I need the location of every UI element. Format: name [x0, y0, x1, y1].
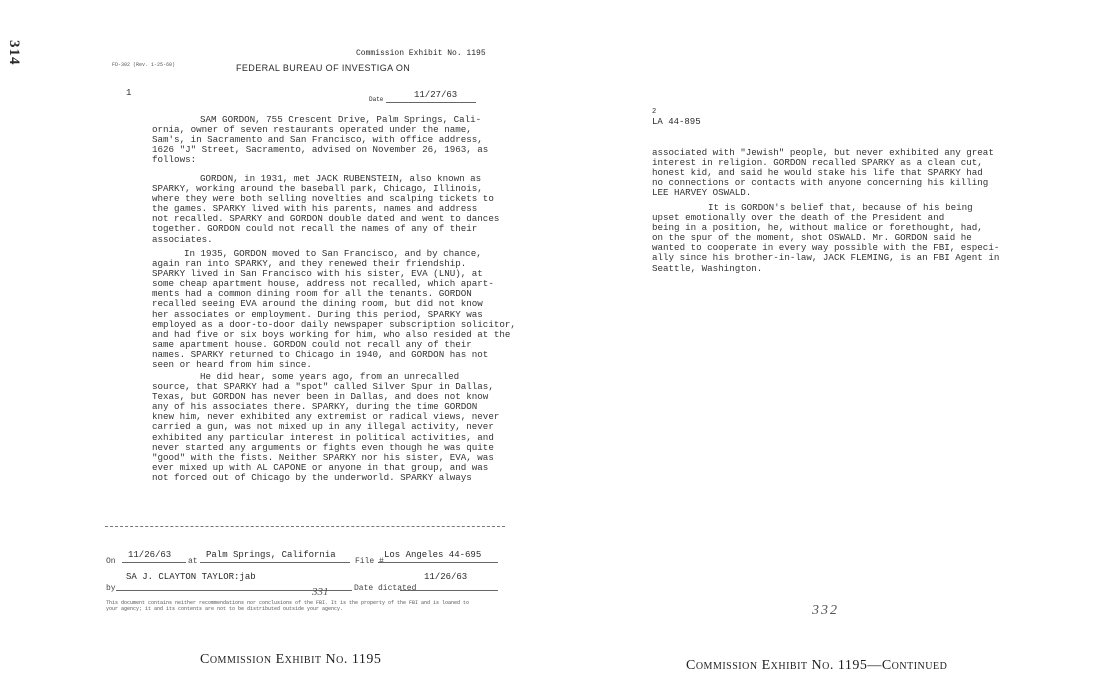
text-line: exhibited any particular interest in political activities, and	[152, 431, 494, 443]
text-line: upset emotionally over the death of the President and	[652, 212, 945, 224]
text-line: carried a gun, was not mixed up in any illegal activity, never	[152, 421, 494, 433]
left-caption: Commission Exhibit No. 1195	[200, 652, 382, 667]
text-line: same apartment house. GORDON could not recall any of their	[152, 338, 472, 350]
text-line: interest in religion. GORDON recalled SPARKY as a clean cut,	[652, 157, 983, 169]
page-marker: 1	[126, 88, 132, 98]
text-line: employed as a door-to-door daily newspaper subscription solicitor,	[152, 318, 516, 330]
dictated-date: 11/26/63	[424, 572, 468, 582]
text-line: Texas, but GORDON has never been in Dallas, and does not know	[152, 391, 489, 403]
agent-name: SA J. CLAYTON TAYLOR:jab	[126, 572, 256, 582]
text-line: 1626 "J" Street, Sacramento, advised on November 26, 1963, as	[152, 144, 489, 156]
date-label: Date	[369, 96, 384, 103]
text-line: ments had a common dining room for all the tenants. GORDON	[152, 288, 472, 300]
handwritten-number: 331	[312, 586, 329, 598]
text-line: recalled seeing EVA around the dining room, but did not know	[152, 298, 483, 310]
exhibit-header: Commission Exhibit No. 1195	[356, 49, 486, 58]
date-value: 11/27/63	[414, 90, 458, 100]
text-line: In 1935, GORDON moved to San Francisco, and by chance,	[184, 248, 482, 259]
at-label: at	[188, 557, 198, 566]
file-number: Los Angeles 44-695	[384, 550, 482, 560]
text-line: names. SPARKY returned to Chicago in 1940, and GORDON has not	[152, 348, 489, 360]
date-underline	[386, 102, 476, 103]
text-line: her associates or employment. During this period, SPARKY was	[152, 308, 483, 320]
text-line: ally since his brother-in-law, JACK FLEMING, is an FBI Agent in	[652, 252, 1000, 264]
text-line: SPARKY lived in San Francisco with his sister, EVA (LNU), at	[152, 268, 483, 280]
file-reference: LA 44-895	[652, 117, 701, 127]
right-caption: Commission Exhibit No. 1195—Continued	[686, 658, 948, 673]
text-line: on the spur of the moment, shot OSWALD. Mr. GORDON said he	[652, 232, 972, 244]
left-paragraph-4	[152, 372, 499, 483]
text-line: associated with "Jewish" people, but never exhibited any great	[652, 147, 994, 158]
text-line: "good" with the fists. Neither SPARKY nor his sister, EVA, was	[152, 451, 494, 463]
text-line: ornia, owner of seven restaurants operated under the name,	[152, 124, 472, 136]
text-line: He did hear, some years ago, from an unrecalled	[200, 371, 460, 382]
text-line: seen or heard from him since.	[152, 359, 312, 371]
location: Palm Springs, California	[206, 550, 336, 560]
right-paragraph-2	[652, 203, 999, 274]
text-line: Sam's, in Sacramento and San Francisco, with office address,	[152, 134, 483, 146]
file-underline	[378, 562, 498, 563]
text-line: being in a position, he, without malice or forethought, had,	[652, 222, 983, 234]
text-line: ever mixed up with AL CAPONE or anyone in that group, and was	[152, 461, 489, 473]
disclaimer-line-1: This document contains neither recommendations nor conclusions of the FBI. It is the property of the FBI and is loaned to	[106, 600, 470, 606]
footer-top-rule	[105, 526, 505, 527]
text-line: no connections or contacts with anyone concerning his killing	[652, 177, 989, 189]
text-line: not recalled. SPARKY and GORDON double dated and went to dances	[152, 213, 500, 225]
left-paragraph-2	[152, 174, 499, 245]
text-line: source, that SPARKY had a "spot" called Silver Spur in Dallas,	[152, 381, 494, 393]
disclaimer-line-2: your agency; it and its contents are not to be distributed outside your agency.	[106, 606, 344, 612]
on-date: 11/26/63	[128, 550, 172, 560]
page-marker: 2	[652, 108, 657, 116]
text-line: SPARKY, working around the baseball park, Chicago, Illinois,	[152, 183, 483, 195]
handwritten-number: 332	[812, 603, 839, 618]
on-label: On	[106, 557, 116, 566]
text-line: follows:	[152, 154, 197, 166]
text-line: Seattle, Washington.	[652, 262, 763, 274]
right-paragraph-1	[652, 148, 994, 198]
text-line: wanted to cooperate in every way possible with the FBI, especi-	[652, 242, 1000, 254]
text-line: the games. SPARKY lived with his parents, names and address	[152, 203, 478, 215]
text-line: never started any arguments or fights even though he was quite	[152, 441, 494, 453]
text-line: honest kid, and said he would stake his life that SPARKY had	[652, 167, 983, 179]
text-line: some cheap apartment house, address not recalled, which apart-	[152, 278, 494, 290]
text-line: together. GORDON could not recall the names of any of their	[152, 223, 478, 235]
text-line: knew him, never exhibited any extremist or radical views, never	[152, 411, 500, 423]
text-line: and had five or six boys working for him, who also resided at the	[152, 328, 511, 340]
text-line: where they were both selling novelties and scalping tickets to	[152, 193, 494, 205]
form-code: FD-302 (Rev. 1-25-60)	[112, 62, 176, 68]
page-number: 314	[6, 40, 22, 66]
text-line: LEE HARVEY OSWALD.	[652, 187, 752, 199]
dictated-label: Date dictated	[354, 584, 417, 593]
text-line: any of his associates there. SPARKY, during the time GORDON	[152, 401, 478, 413]
file-label: File #	[355, 557, 384, 566]
agency-title: FEDERAL BUREAU OF INVESTIGA ON	[236, 63, 411, 73]
text-line: SAM GORDON, 755 Crescent Drive, Palm Springs, Cali-	[200, 114, 482, 125]
dictated-underline	[400, 590, 498, 591]
text-line: It is GORDON's belief that, because of his being	[708, 202, 973, 213]
text-line: not forced out of Chicago by the underworld. SPARKY always	[152, 471, 472, 483]
left-paragraph-1	[152, 115, 488, 165]
text-line: associates.	[152, 233, 213, 245]
text-line: again ran into SPARKY, and they renewed their friendship.	[152, 258, 467, 270]
by-label: by	[106, 584, 116, 593]
text-line: GORDON, in 1931, met JACK RUBENSTEIN, also known as	[200, 173, 482, 184]
location-underline	[200, 562, 350, 563]
left-paragraph-3	[152, 249, 516, 370]
on-date-underline	[122, 562, 186, 563]
